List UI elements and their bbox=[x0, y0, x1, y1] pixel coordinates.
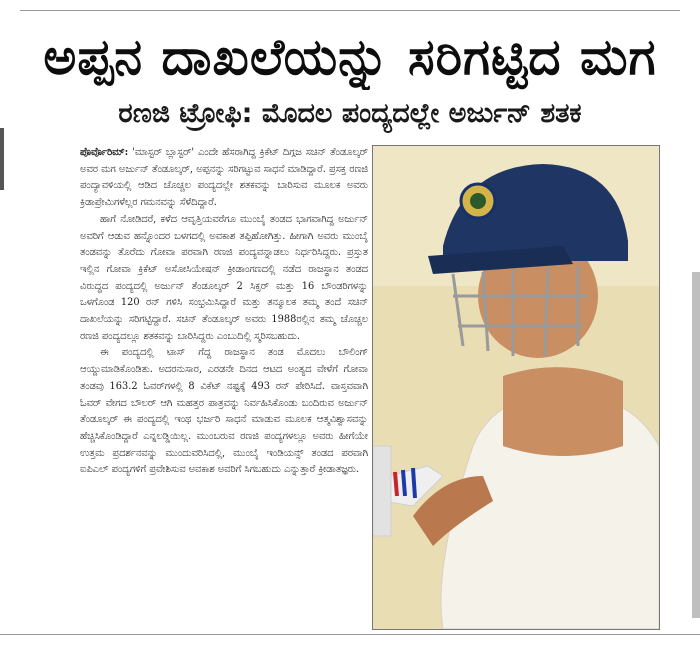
page-bottom-rule bbox=[0, 634, 700, 635]
article-body bbox=[80, 145, 368, 631]
batsman-illustration bbox=[373, 146, 659, 629]
page-edge-bar bbox=[692, 272, 700, 618]
article-subheadline: ರಣಜಿ ಟ್ರೋಫಿ: ಮೊದಲ ಪಂದ್ಯದಲ್ಲೇ ಅರ್ಜುನ್ ಶತಕ bbox=[118, 98, 582, 129]
article-headline: ಅಪ್ಪನ ದಾಖಲೆಯನ್ನು ಸರಿಗಟ್ಟಿದ ಮಗ bbox=[43, 28, 657, 86]
column-edge-mark bbox=[0, 128, 4, 190]
batsman-photo bbox=[372, 145, 660, 630]
helmet-crest-center bbox=[470, 193, 486, 209]
paragraph-text: 'ಮಾಸ್ಟರ್ ಬ್ಲಾಸ್ಟರ್' ಎಂದೇ ಹೆಸರಾಗಿದ್ದ ಕ್ರಿಕೆಟ್ ದಿಗ್ಗಜ ಸಚಿನ್ ತೆಂಡೂಲ್ಕರ್ ಅವರ ಮಗ ಅರ್ಜುನ್ ತೆಂಡೂಲ್ಕರ್, ಅಪ್ಪನನ್ನು ಸರಿಗಟ್ಟುವ ಸಾಧನೆ ಮಾಡಿದ್ದಾರೆ. ಪ್ರಸಕ್ತ ರಣಜಿ ಪಂದ್ಯಾವಳಿಯಲ್ಲಿ ಆಡಿದ ಚೊಚ್ಚಲ ಪಂದ್ಯದಲ್ಲೇ ಶತಕವನ್ನು ಬಾರಿಸುವ ಮೂಲಕ ಅವರು ಕ್ರಿಡಾಪ್ರೇಮಿಗಳೆಲ್ಲರ ಗಮನವನ್ನು ಸೆಳೆದಿದ್ದಾರೆ. bbox=[80, 147, 368, 209]
dateline: ಪೊರ್ವೊರಿಮ್: bbox=[80, 147, 129, 158]
article-paragraph bbox=[80, 145, 368, 212]
bat-handle bbox=[373, 446, 391, 536]
page-top-rule bbox=[20, 10, 680, 11]
neck bbox=[503, 367, 623, 456]
article-paragraph: ಈ ಪಂದ್ಯದಲ್ಲಿ ಟಾಸ್ ಗೆದ್ದ ರಾಜಸ್ಥಾನ ತಂಡ ಮೊದಲು ಬೌಲಿಂಗ್ ಆಯ್ದುಮಾಡಿಕೊಂಡಿತು. ಅದರನುಸಾರ, ಎರಡನೇ ದಿನದ ಆಟದ ಅಂತ್ಯದ ವೇಳೆಗೆ ಗೋವಾ ತಂಡವು 163.2 ಓವರ್‌ಗಳಲ್ಲಿ 8 ವಿಕೆಟ್ ನಷ್ಟಕ್ಕೆ 493 ರನ್ ಪೇರಿಸಿದೆ. ವಾಸ್ತವವಾಗಿ ಓವರ್ ವೇಗದ ಬೌಲರ್ ಆಗಿ ಮಹತ್ತರ ಪಾತ್ರವನ್ನು ನಿರ್ವಹಿಸಿಕೊಂಡು ಬಂದಿರುವ ಅರ್ಜುನ್ ತೆಂಡೂಲ್ಕರ್ ಈ ಪಂದ್ಯದಲ್ಲಿ ಇಂಥ ಭರ್ಜರಿ ಸಾಧನೆ ಮಾಡುವ ಮೂಲಕ ಆತ್ಮವಿಶ್ವಾಸವನ್ನು ಹೆಚ್ಚಿಸಿಕೊಂಡಿದ್ದಾರೆ ಎನ್ನಲಡ್ಡಿಯಿಲ್ಲ. ಮುಂಬರುವ ರಣಜಿ ಪಂದ್ಯಗಳಲ್ಲೂ ಅವರು ಹೀಗೆಯೇ ಉತ್ತಮ ಪ್ರದರ್ಶನವನ್ನು ಮುಂದುವರಿಸಿದಲ್ಲಿ, ಮುಂಬೈ ಇಂಡಿಯನ್ಸ್ ತಂಡದ ಪರವಾಗಿ ಐಪಿಎಲ್ ಪಂದ್ಯಗಳಿಗೆ ಪ್ರವೇಶಿಸುವ ಅವಕಾಶ ಅವರಿಗೆ ಸಿಗಬಹುದು ಎನ್ನುತ್ತಾರೆ ಕ್ರೀಡಾತಜ್ಞರು. bbox=[80, 347, 368, 476]
glove-stripe-red bbox=[395, 472, 397, 496]
article-paragraph: ಹಾಗೆ ನೋಡಿದರೆ, ಕಳೆದ ಆವೃತ್ತಿಯವರೆಗೂ ಮುಂಬೈ ತಂಡದ ಭಾಗವಾಗಿದ್ದ ಅರ್ಜುನ್ ಅವರಿಗೆ ಆಡುವ ಹನ್ನೊಂದರ ಬಳಗದಲ್ಲಿ ಅವಕಾಶ ತಪ್ಪಿಹೋಗಿತ್ತು. ಹೀಗಾಗಿ ಅವರು ಮುಂಬೈ ತಂಡವನ್ನು ತೊರೆದು ಗೋವಾ ಪರವಾಗಿ ರಣಜಿ ಪಂದ್ಯವನ್ನಾಡಲು ನಿರ್ಧರಿಸಿದ್ದರು. ಪ್ರಸ್ತುತ ಇಲ್ಲಿನ ಗೋವಾ ಕ್ರಿಕೆಟ್ ಅಸೋಸಿಯೇಷನ್ ಕ್ರೀಡಾಂಗಣದಲ್ಲಿ ನಡೆದ ರಾಜಸ್ಥಾನ ತಂಡದ ವಿರುದ್ಧದ ಪಂದ್ಯದಲ್ಲಿ ಅರ್ಜುನ್ ತೆಂಡೂಲ್ಕರ್ 2 ಸಿಕ್ಸರ್ ಮತ್ತು 16 ಬೌಂಡರಿಗಳನ್ನು ಒಳಗೊಂಡ 120 ರನ್ ಗಳಿಸಿ ಸಂಭ್ರಮಿಸಿದ್ದಾರೆ ಮತ್ತು ತನ್ಮೂಲಕ ತಮ್ಮ ತಂದೆ ಸಚಿನ್ ದಾಖಲೆಯನ್ನು ಸರಿಗಟ್ಟಿದ್ದಾರೆ. ಸಚಿನ್ ತೆಂಡೂಲ್ಕರ್ ಅವರು 1988ರಲ್ಲಿನ ತಮ್ಮ ಚೊಚ್ಚಲ ರಣಜಿ ಪಂದ್ಯದಲ್ಲೂ ಶತಕವನ್ನು ಬಾರಿಸಿದ್ದರು ಎಂಬುದಿಲ್ಲಿ ಸ್ಮರಿಸಬಹುದು. bbox=[80, 213, 368, 342]
